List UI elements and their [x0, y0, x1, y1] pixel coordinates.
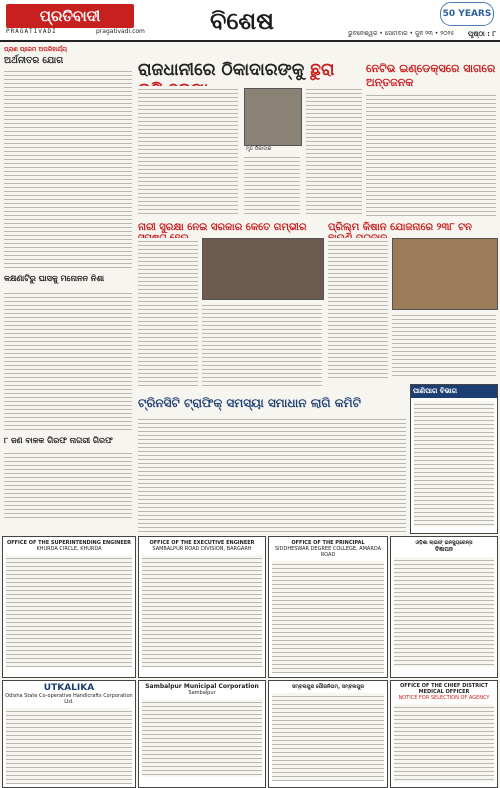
victim-photo	[244, 88, 302, 146]
ad-utkalika-body	[6, 708, 132, 784]
ad-principal-body	[272, 561, 384, 673]
ad-lift-head: ଓଡ଼ିଶା ଲାଇଫ୍ ଇନସ୍ୟୁରେନ୍ସ	[415, 540, 473, 546]
left-article-body	[4, 68, 132, 268]
pm-kisan-headline: ପ୍ରିଲ୍ମ କିଷାନ ଯୋଜନାରେ ୨୩୮ ଟନ	[328, 222, 472, 233]
section-title: ବିଶେଷ	[210, 6, 274, 35]
ad-ee-title: OFFICE OF THE EXECUTIVE ENGINEER	[149, 540, 255, 546]
ad-ee-sub: SAMBALPUR ROAD DIVISION, BARGARH	[152, 546, 252, 552]
main-headline-part-a: ରାଜଧାନୀରେ ଠିକାଦାରଙ୍କୁ	[138, 60, 311, 80]
traffic-body	[138, 416, 406, 532]
ad-utkalika-sub: Odisha State Co-operative Handicrafts Corporation Ltd.	[5, 693, 133, 705]
left-low-body	[4, 450, 132, 520]
left-low-headline: ୮ ଜଣ ବାଳକ ଗିରଫ ନାଗରୀ ଗିରଫ	[4, 436, 113, 445]
women-safety-body	[138, 238, 198, 388]
masthead	[0, 0, 500, 42]
main-story-col2	[244, 154, 300, 216]
ad-smc-body	[142, 699, 262, 777]
ad-smc-sub: Sambalpur	[188, 690, 216, 696]
ad-odia-notice	[268, 680, 388, 788]
women-safety-body-2	[202, 302, 322, 388]
photo-caption: ମୃତ ଠିକାଦାର	[246, 146, 272, 152]
weather-label: ପାଣିପାଗ ବିଭାଗ	[411, 385, 497, 398]
ad-ee-bargarh	[138, 536, 266, 678]
years-badge: 50 YEARS	[440, 2, 494, 26]
main-story-col1	[138, 86, 238, 216]
right-top-body	[366, 92, 496, 216]
ad-se-sub: KHURDA CIRCLE, KHURDA	[36, 546, 102, 552]
women-safety-photo	[202, 238, 324, 300]
page-number: ପୃଷ୍ଠା : ୮	[468, 30, 496, 38]
women-safety-headline: ନାରୀ ସୁରକ୍ଷା ନେଇ ସରକାର କେତେ ଗମ୍ଭୀର	[138, 222, 307, 233]
ad-se-body	[6, 555, 132, 667]
main-story-col3	[306, 86, 362, 216]
pm-kisan-body	[328, 238, 388, 378]
ad-odia-notice-title: ସମ୍ବଲପୁର ପୌରନିଗମ, ସମ୍ବଲପୁର	[291, 684, 365, 690]
ad-principal-title: OFFICE OF THE PRINCIPAL	[291, 540, 365, 546]
logo-subtitle: PRAGATIVADI	[6, 28, 57, 35]
traffic-headline: ଟ୍ରିନସିଟି ଟ୍ରାଫିକ୍ ସମସ୍ୟା ସମାଧାନ ଲାଗି କମିଟି	[138, 396, 361, 410]
ad-cdmo	[390, 680, 498, 788]
ad-cdmo-sub: NOTICE FOR SELECTION OF AGENCY	[398, 695, 490, 701]
main-headline-part-b: ଛୁରା	[310, 60, 335, 80]
date-line: ଭୁବନେଶ୍ୱର • ସୋମବାର • ଜୁନ ୨୩ • ୨୦୨୫	[348, 30, 455, 37]
ad-utkalika-title: UTKALIKA	[43, 683, 95, 693]
ad-odia-notice-body	[272, 693, 384, 781]
ad-se-title: OFFICE OF THE SUPERINTENDING ENGINEER	[6, 540, 132, 546]
weather-body	[414, 401, 494, 527]
newspaper-logo: ପ୍ରତିବାଦୀ	[6, 4, 134, 28]
ad-ee-body	[142, 555, 262, 667]
ad-cdmo-title: OFFICE OF THE CHIEF DISTRICT MEDICAL OFFICER	[399, 683, 489, 695]
left-mid-headline: କକ୍ଷଣାଟିରୁ ଘାସକୁ ମନୋନନ ନିଶା	[4, 274, 105, 283]
ad-principal	[268, 536, 388, 678]
left-mid-body	[4, 290, 132, 430]
right-top-headline: ନେଟିଭ ଇଣ୍ଡେକ୍ସରେ ସାଗରେ ଅନ୍ତଜନକ	[366, 62, 496, 89]
ad-lift-title: ବିଜ୍ଞାପନ	[435, 546, 453, 553]
pm-kisan-photo	[392, 238, 498, 310]
left-article-title: ଅର୍ଥନୀତର ଯୋଗ	[4, 56, 64, 66]
ad-smc	[138, 680, 266, 788]
ad-cdmo-body	[394, 704, 494, 782]
ad-se-khurda	[2, 536, 136, 678]
pm-kisan-body-2	[392, 312, 496, 378]
ad-principal-sub: SIDDHESWAR DEGREE COLLEGE, AMARDA ROAD	[274, 546, 382, 558]
left-kicker: ପ୍ରାଣ ପ୍ରେମ ଅପରିହାର୍ଯ୍ୟ	[4, 46, 67, 53]
ad-lift	[390, 536, 498, 678]
ad-utkalika	[2, 680, 136, 788]
website-link[interactable]: pragativadi.com	[96, 28, 145, 35]
ad-lift-body	[394, 557, 494, 667]
ad-smc-title: Sambalpur Municipal Corporation	[145, 683, 259, 690]
weather-box	[410, 384, 498, 534]
